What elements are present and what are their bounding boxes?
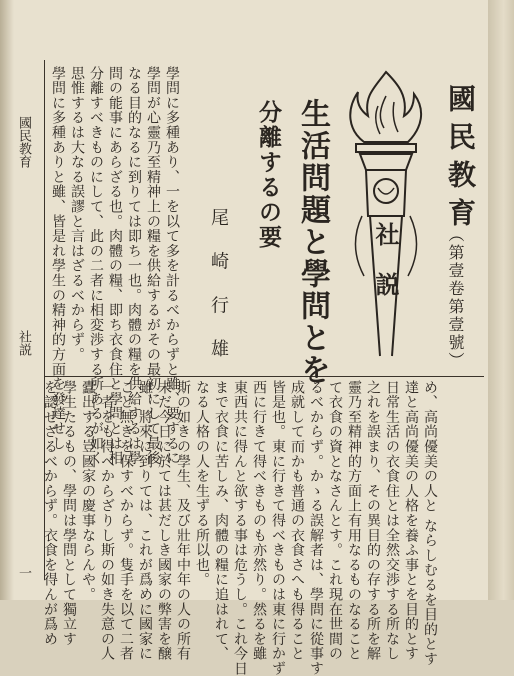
body-line: 學生たるもの、學問は學問として獨立す <box>61 380 77 647</box>
article-title-line2: 分離するの要 <box>255 100 282 250</box>
body-line: 斯の如きの學生、及び壯年中年の人の所有 <box>175 380 191 662</box>
body-line: まで衣食に苦しみ、肉體の糧に追はれて、 <box>213 380 229 662</box>
body-line: 成就して而かも普通の衣食さへも得ること <box>289 380 305 662</box>
body-line: 學問に多種あり、一を以て多を計るべからずと雖、要するに <box>164 66 180 466</box>
body-line: 達と高尚優美の人格を養ふ事とを目的とす <box>403 380 419 662</box>
author-name: 尾 崎 行 雄 <box>208 208 229 368</box>
body-line: 東西共に得んと欲する事は危うし。これ今日 <box>232 380 248 676</box>
body-line: 思惟するは大なる誤謬と言はざるべからず。 <box>69 66 85 362</box>
page-gutter-shadow <box>0 0 14 600</box>
running-head-title: 國民教育 <box>16 116 31 168</box>
body-line: 之れを誤まり、その異目的の存する所を解 <box>365 380 381 662</box>
issue-number: （第壹卷第壹號） <box>446 226 465 370</box>
body-line: 西に行きて得べきものも亦然り。然るを雖 <box>251 380 267 662</box>
body-line: 皆是也。東に行きて得べきものは東に行かず <box>270 380 286 676</box>
lower-body-text <box>40 380 439 676</box>
body-line: 一者をも得べからざりし斯の如き失意の人 <box>99 380 115 662</box>
body-line: なる目的なるに到りては即ち一也。肉體の糧を供給するは學 <box>126 66 142 466</box>
running-head-section: 社説 <box>16 330 31 356</box>
body-line: こと無きを保すべからず。隻手を以て二者 <box>118 380 134 662</box>
body-line: 分離すべきものにして、此の二者に相変渉する所あるが如く <box>88 66 104 466</box>
body-line: 學問が心靈乃至精神上の糧を供給するがその最初にして最後 <box>145 66 161 466</box>
body-line: るべからず。かゝる誤解者は、學問に從事す <box>308 380 324 676</box>
body-line: 雖、將來に到りては、これが爲めに國家に <box>137 380 153 662</box>
body-line: 問の能事にあらざる也。肉體の糧、即ち衣食住と學問とは相 <box>107 66 123 466</box>
magazine-title: 國民教育 <box>444 84 477 236</box>
running-head-page: 一 <box>16 566 31 579</box>
body-line: 靈乃至精神的方面上有用なるものなること <box>346 380 362 662</box>
body-line: なる人格の人を生ずる所以也。 <box>194 380 210 588</box>
editorial-label: 社説 <box>371 222 400 322</box>
body-line: 蠹出する豈國家の慶事ならんや。 <box>80 380 96 602</box>
body-line: 未だ今日に於ては甚だしき國家の弊害を醸 <box>156 380 172 662</box>
book-spine <box>488 0 514 600</box>
body-line: を認ぜざるべからず。衣食を得んが爲め <box>42 380 58 647</box>
body-line: め、高尚優美の人と ならしむるを目的とす <box>422 380 438 667</box>
article-title-line1: 生活問題と學問とを <box>295 98 330 386</box>
body-line: 學問に多種ありと雖、皆是れ學生の精神的方面を發達せし <box>50 66 66 451</box>
body-line: て衣食の資となさんとす。これ現在世間の <box>327 380 343 662</box>
body-line: 日常生活の衣食住とは全然交渉する所なし <box>384 380 400 662</box>
